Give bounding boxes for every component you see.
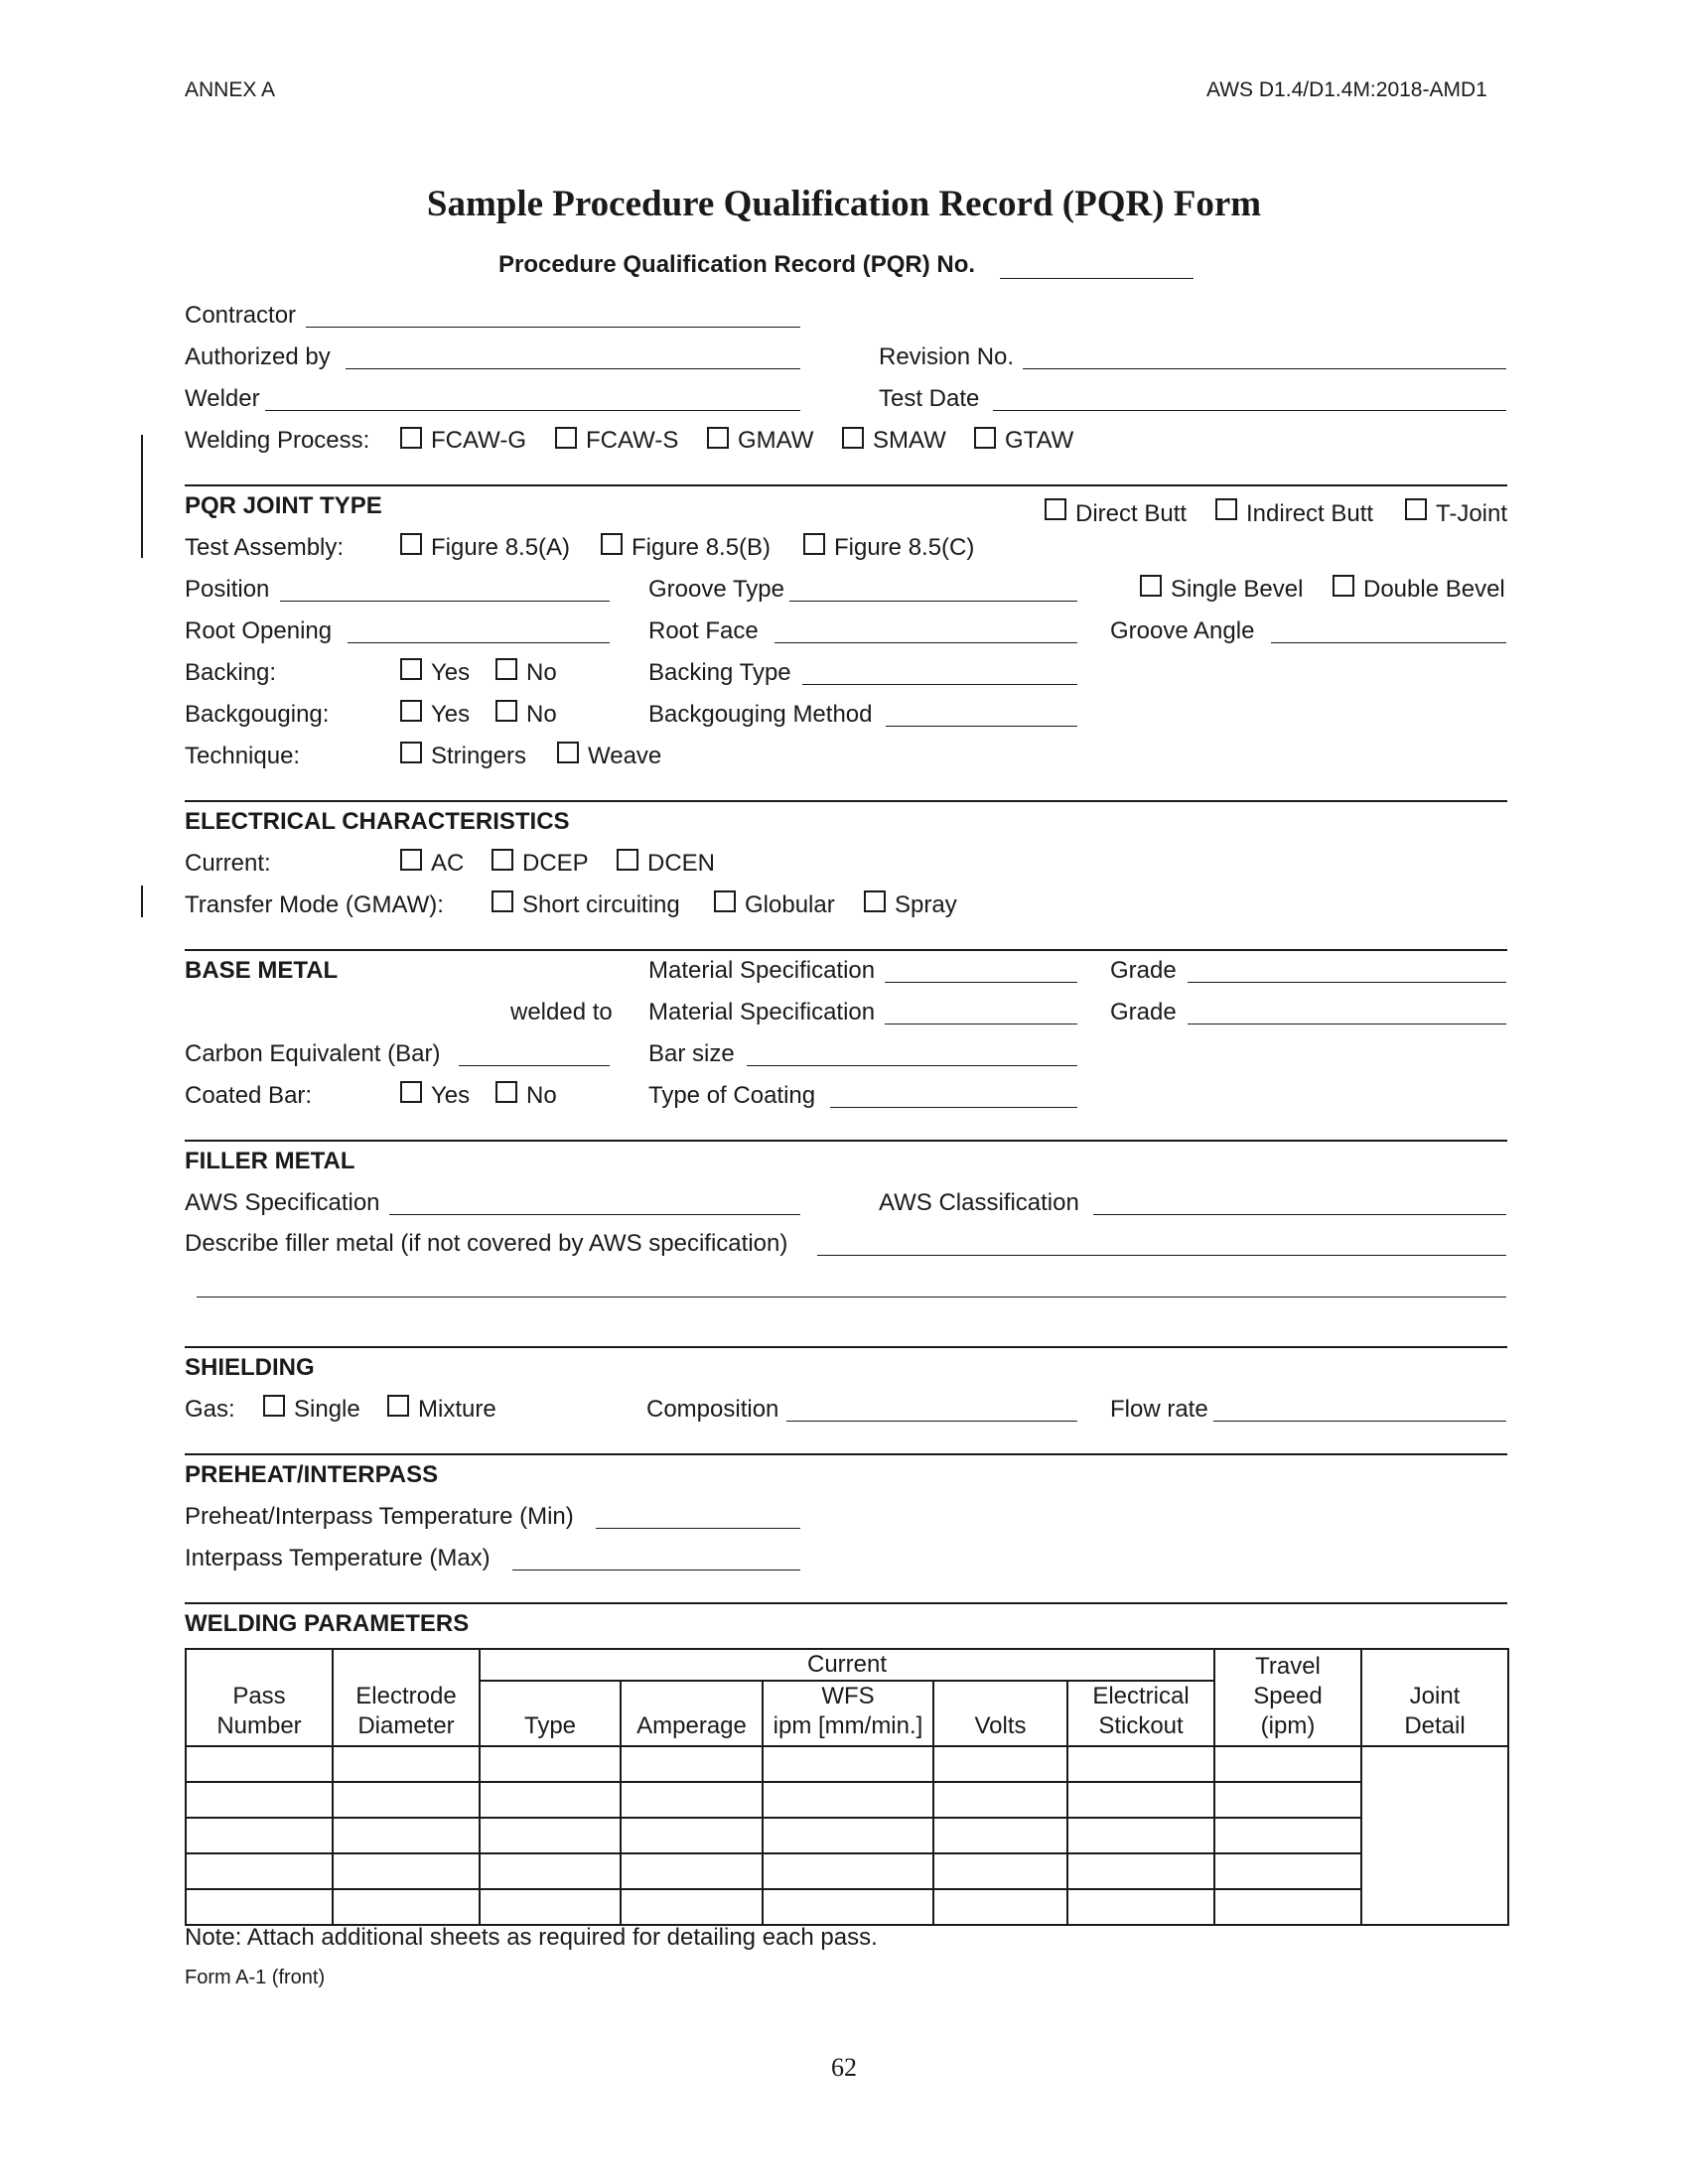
table-cell[interactable]: [763, 1818, 933, 1853]
table-cell[interactable]: [621, 1818, 763, 1853]
authorized-by-field[interactable]: [346, 368, 800, 369]
mixture-label: Mixture: [418, 1396, 496, 1423]
bar-size-label: Bar size: [648, 1040, 735, 1067]
indirect-butt-label: Indirect Butt: [1246, 500, 1374, 527]
root-face-field[interactable]: [774, 642, 1077, 643]
bar-size-field[interactable]: [747, 1065, 1077, 1066]
grade-field[interactable]: [1188, 982, 1506, 983]
smaw-label: SMAW: [873, 427, 946, 454]
section-divider: [185, 484, 1507, 486]
dcep-label: DCEP: [522, 850, 589, 877]
backgouging-no-label: No: [526, 701, 557, 728]
short-circuiting-checkbox[interactable]: [492, 890, 513, 912]
table-row: [186, 1818, 1508, 1853]
backing-no-label: No: [526, 659, 557, 686]
amperage-header: Amperage: [621, 1681, 763, 1746]
backgouging-method-label: Backgouging Method: [648, 701, 873, 728]
table-row: [186, 1746, 1508, 1782]
table-cell[interactable]: [1067, 1818, 1214, 1853]
backgouging-label: Backgouging:: [185, 701, 330, 728]
figure-a-label: Figure 8.5(A): [431, 534, 571, 561]
single-gas-checkbox[interactable]: [263, 1395, 285, 1417]
carbon-equivalent-label: Carbon Equivalent (Bar): [185, 1040, 441, 1067]
authorized-by-label: Authorized by: [185, 343, 331, 370]
material-spec-label: Material Specification: [648, 957, 876, 984]
flow-rate-label: Flow rate: [1110, 1396, 1208, 1423]
root-opening-field[interactable]: [348, 642, 610, 643]
table-cell[interactable]: [1214, 1782, 1361, 1818]
aws-spec-label: AWS Specification: [185, 1189, 380, 1216]
table-row: [186, 1782, 1508, 1818]
current-group-header: Current: [480, 1649, 1214, 1681]
backgouging-yes-label: Yes: [431, 701, 471, 728]
table-cell[interactable]: [763, 1782, 933, 1818]
weave-checkbox[interactable]: [557, 742, 579, 763]
table-cell[interactable]: [186, 1889, 333, 1925]
pqr-number-label: Procedure Qualification Record (PQR) No.: [498, 251, 976, 278]
table-cell[interactable]: [333, 1746, 480, 1782]
mixture-checkbox[interactable]: [387, 1395, 409, 1417]
travel-speed-header: Travel Speed (ipm): [1214, 1649, 1361, 1746]
gtaw-label: GTAW: [1005, 427, 1074, 454]
section-divider: [185, 1453, 1507, 1455]
revision-no-label: Revision No.: [879, 343, 1015, 370]
position-label: Position: [185, 576, 270, 603]
gmaw-checkbox[interactable]: [707, 427, 729, 449]
fcaw-s-label: FCAW-S: [586, 427, 679, 454]
table-cell[interactable]: [1214, 1889, 1361, 1925]
parameters-note: Note: Attach additional sheets as required for detailing each pass.: [185, 1924, 878, 1951]
backgouging-no-checkbox[interactable]: [495, 700, 517, 722]
table-cell[interactable]: [933, 1746, 1067, 1782]
composition-label: Composition: [646, 1396, 779, 1423]
type-header: Type: [480, 1681, 621, 1746]
backing-no-checkbox[interactable]: [495, 658, 517, 680]
form-id: Form A-1 (front): [185, 1967, 326, 1988]
table-cell[interactable]: [621, 1853, 763, 1889]
grade-label: Grade: [1110, 957, 1177, 984]
preheat-min-label: Preheat/Interpass Temperature (Min): [185, 1503, 574, 1530]
section-divider: [185, 1602, 1507, 1604]
section-divider: [185, 800, 1507, 802]
figure-a-checkbox[interactable]: [400, 533, 422, 555]
groove-type-field[interactable]: [789, 601, 1077, 602]
backing-type-label: Backing Type: [648, 659, 791, 686]
backing-type-field[interactable]: [802, 684, 1077, 685]
table-cell[interactable]: [1214, 1818, 1361, 1853]
fcaw-g-checkbox[interactable]: [400, 427, 422, 449]
describe-filler-label: Describe filler metal (if not covered by AWS specification): [185, 1230, 788, 1257]
globular-checkbox[interactable]: [714, 890, 736, 912]
single-bevel-label: Single Bevel: [1171, 576, 1304, 603]
smaw-checkbox[interactable]: [842, 427, 864, 449]
volts-header: Volts: [933, 1681, 1067, 1746]
table-cell[interactable]: [1067, 1746, 1214, 1782]
aws-class-field[interactable]: [1093, 1214, 1506, 1215]
root-face-label: Root Face: [648, 617, 759, 644]
direct-butt-label: Direct Butt: [1075, 500, 1188, 527]
test-date-label: Test Date: [879, 385, 980, 412]
figure-c-checkbox[interactable]: [803, 533, 825, 555]
table-cell[interactable]: [480, 1746, 621, 1782]
table-cell[interactable]: [333, 1889, 480, 1925]
transfer-mode-label: Transfer Mode (GMAW):: [185, 891, 444, 918]
backing-yes-checkbox[interactable]: [400, 658, 422, 680]
table-cell[interactable]: [186, 1853, 333, 1889]
spray-label: Spray: [895, 891, 957, 918]
welder-field[interactable]: [265, 410, 800, 411]
test-assembly-label: Test Assembly:: [185, 534, 345, 561]
groove-angle-label: Groove Angle: [1110, 617, 1255, 644]
interpass-max-label: Interpass Temperature (Max): [185, 1545, 491, 1571]
backgouging-yes-checkbox[interactable]: [400, 700, 422, 722]
coated-yes-label: Yes: [431, 1082, 471, 1109]
figure-b-label: Figure 8.5(B): [632, 534, 772, 561]
groove-angle-field[interactable]: [1271, 642, 1506, 643]
table-cell[interactable]: [763, 1746, 933, 1782]
indirect-butt-checkbox[interactable]: [1215, 498, 1237, 520]
backgouging-method-field[interactable]: [886, 726, 1077, 727]
table-cell[interactable]: [763, 1889, 933, 1925]
gmaw-label: GMAW: [738, 427, 814, 454]
table-cell[interactable]: [621, 1746, 763, 1782]
material-spec-2-label: Material Specification: [648, 999, 876, 1025]
table-cell[interactable]: [1067, 1889, 1214, 1925]
current-label: Current:: [185, 850, 271, 877]
table-cell[interactable]: [480, 1889, 621, 1925]
backing-label: Backing:: [185, 659, 277, 686]
header-standard: AWS D1.4/D1.4M:2018-AMD1: [1206, 78, 1487, 101]
shielding-heading: SHIELDING: [185, 1354, 315, 1381]
direct-butt-checkbox[interactable]: [1045, 498, 1066, 520]
dcen-checkbox[interactable]: [617, 849, 638, 871]
table-cell[interactable]: [333, 1818, 480, 1853]
section-divider: [185, 1346, 1507, 1348]
backing-yes-label: Yes: [431, 659, 471, 686]
stringers-label: Stringers: [431, 743, 527, 769]
table-cell[interactable]: [621, 1782, 763, 1818]
ac-label: AC: [431, 850, 465, 877]
table-cell[interactable]: [333, 1853, 480, 1889]
dcen-label: DCEN: [647, 850, 716, 877]
table-cell[interactable]: [933, 1853, 1067, 1889]
position-field[interactable]: [280, 601, 610, 602]
pass-number-header: Pass Number: [186, 1649, 333, 1746]
electrical-heading: ELECTRICAL CHARACTERISTICS: [185, 808, 570, 835]
wfs-header: WFS ipm [mm/min.]: [763, 1681, 933, 1746]
gtaw-checkbox[interactable]: [974, 427, 996, 449]
table-cell[interactable]: [186, 1782, 333, 1818]
double-bevel-checkbox[interactable]: [1333, 575, 1354, 597]
contractor-field[interactable]: [306, 327, 800, 328]
welding-process-label: Welding Process:: [185, 427, 370, 454]
t-joint-label: T-Joint: [1436, 500, 1508, 527]
stickout-header: Electrical Stickout: [1067, 1681, 1214, 1746]
table-cell[interactable]: [1067, 1782, 1214, 1818]
figure-c-label: Figure 8.5(C): [834, 534, 975, 561]
table-row: [186, 1889, 1508, 1925]
table-cell[interactable]: [933, 1782, 1067, 1818]
describe-filler-field[interactable]: [817, 1255, 1506, 1256]
welder-label: Welder: [185, 385, 260, 412]
preheat-heading: PREHEAT/INTERPASS: [185, 1461, 439, 1488]
aws-class-label: AWS Classification: [879, 1189, 1079, 1216]
revision-no-field[interactable]: [1023, 368, 1506, 369]
technique-label: Technique:: [185, 743, 301, 769]
groove-type-label: Groove Type: [648, 576, 784, 603]
double-bevel-label: Double Bevel: [1363, 576, 1505, 603]
coated-no-label: No: [526, 1082, 557, 1109]
page-title: Sample Procedure Qualification Record (PQR) Form: [426, 184, 1262, 224]
table-cell[interactable]: [621, 1889, 763, 1925]
pqr-number-field[interactable]: [1000, 278, 1194, 279]
section-divider: [185, 949, 1507, 951]
table-cell[interactable]: [480, 1818, 621, 1853]
figure-b-checkbox[interactable]: [601, 533, 623, 555]
table-cell[interactable]: [1214, 1853, 1361, 1889]
composition-field[interactable]: [786, 1421, 1077, 1422]
spray-checkbox[interactable]: [864, 890, 886, 912]
table-cell[interactable]: [480, 1782, 621, 1818]
coated-bar-label: Coated Bar:: [185, 1082, 313, 1109]
change-bar: [141, 435, 143, 558]
filler-metal-heading: FILLER METAL: [185, 1148, 355, 1174]
root-opening-label: Root Opening: [185, 617, 333, 644]
contractor-label: Contractor: [185, 302, 297, 329]
page-number: 62: [831, 2053, 857, 2082]
welding-parameters-table: [185, 1648, 1509, 1926]
single-bevel-checkbox[interactable]: [1140, 575, 1162, 597]
electrode-diameter-header: Electrode Diameter: [333, 1649, 480, 1746]
table-cell[interactable]: [763, 1853, 933, 1889]
base-metal-heading: BASE METAL: [185, 957, 339, 984]
short-circuiting-label: Short circuiting: [522, 891, 680, 918]
stringers-checkbox[interactable]: [400, 742, 422, 763]
fcaw-g-label: FCAW-G: [431, 427, 526, 454]
type-of-coating-field[interactable]: [830, 1107, 1077, 1108]
table-cell[interactable]: [333, 1782, 480, 1818]
preheat-min-field[interactable]: [596, 1528, 800, 1529]
joint-detail-header: Joint Detail: [1361, 1649, 1508, 1746]
flow-rate-field[interactable]: [1213, 1421, 1506, 1422]
coated-yes-checkbox[interactable]: [400, 1081, 422, 1103]
section-divider: [185, 1140, 1507, 1142]
table-cell[interactable]: [933, 1889, 1067, 1925]
single-gas-label: Single: [294, 1396, 360, 1423]
table-cell[interactable]: [186, 1746, 333, 1782]
table-cell[interactable]: [480, 1853, 621, 1889]
carbon-equivalent-field[interactable]: [459, 1065, 610, 1066]
welding-parameters-heading: WELDING PARAMETERS: [185, 1610, 470, 1637]
type-of-coating-label: Type of Coating: [648, 1082, 816, 1109]
grade-2-label: Grade: [1110, 999, 1177, 1025]
material-spec-field[interactable]: [885, 982, 1077, 983]
joint-detail-cell[interactable]: [1361, 1746, 1508, 1925]
weave-label: Weave: [588, 743, 662, 769]
table-row: [186, 1853, 1508, 1889]
table-cell[interactable]: [1214, 1746, 1361, 1782]
table-cell[interactable]: [1067, 1853, 1214, 1889]
header-annex: ANNEX A: [185, 78, 276, 101]
t-joint-checkbox[interactable]: [1405, 498, 1427, 520]
dcep-checkbox[interactable]: [492, 849, 513, 871]
change-bar: [141, 886, 143, 917]
welded-to-label: welded to: [510, 999, 613, 1025]
table-cell[interactable]: [933, 1818, 1067, 1853]
joint-type-heading: PQR JOINT TYPE: [185, 492, 382, 519]
coated-no-checkbox[interactable]: [495, 1081, 517, 1103]
globular-label: Globular: [745, 891, 835, 918]
ac-checkbox[interactable]: [400, 849, 422, 871]
aws-spec-field[interactable]: [389, 1214, 800, 1215]
fcaw-s-checkbox[interactable]: [555, 427, 577, 449]
table-cell[interactable]: [186, 1818, 333, 1853]
test-date-field[interactable]: [993, 410, 1506, 411]
gas-label: Gas:: [185, 1396, 235, 1423]
